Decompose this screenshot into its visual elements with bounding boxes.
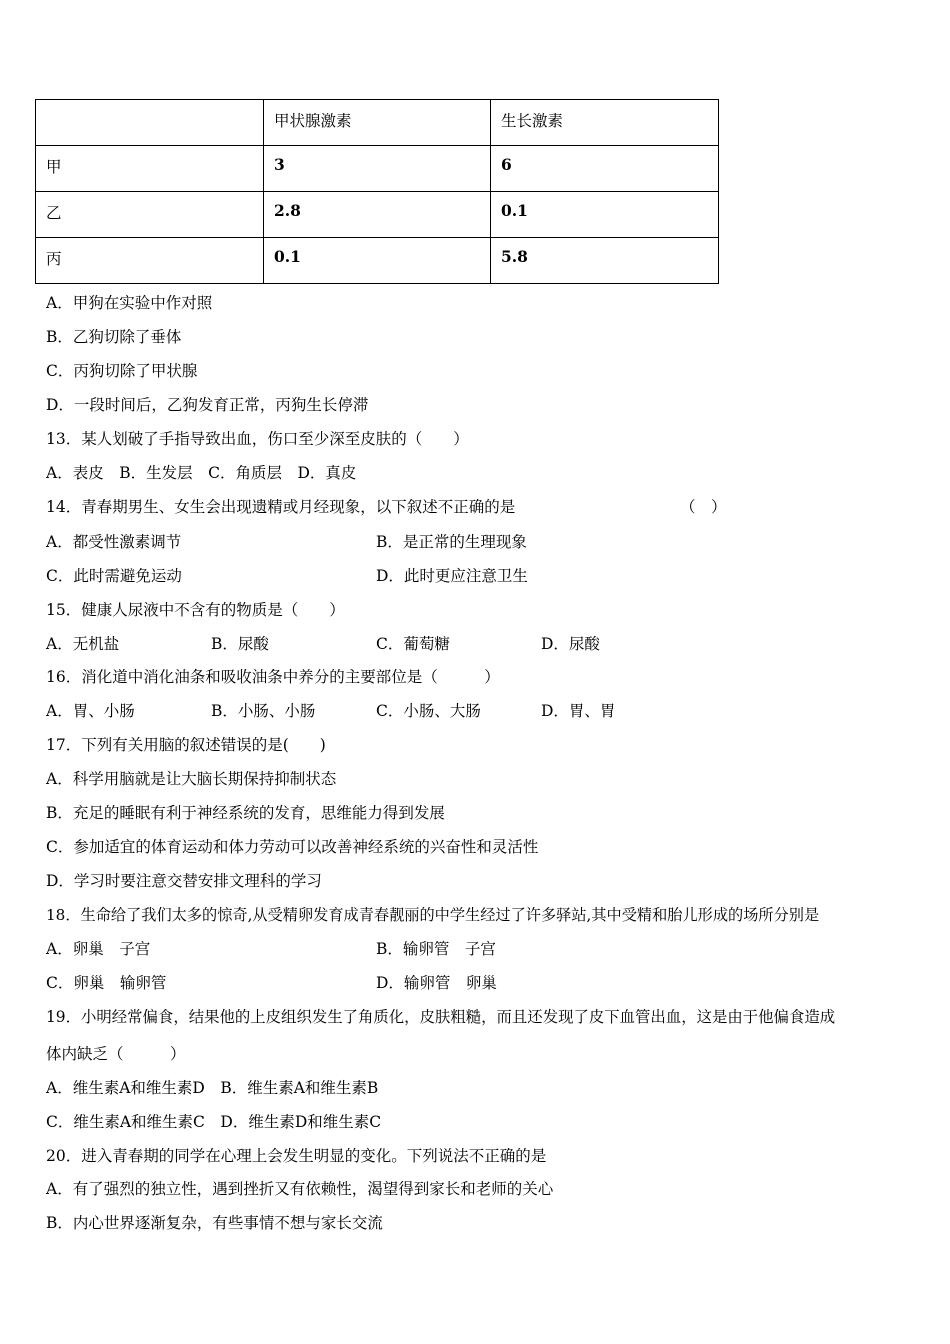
q17-option-a: A．科学用脑就是让大脑长期保持抑制状态 xyxy=(46,770,337,788)
q16-option-a: A．胃、小肠 xyxy=(46,702,135,720)
table-header-cell: 生长激素 xyxy=(491,100,719,146)
table-cell xyxy=(36,100,264,146)
table-row xyxy=(36,192,719,238)
q15-stem: 15．健康人尿液中不含有的物质是（ ） xyxy=(46,601,345,619)
q12-option-b: B．乙狗切除了垂体 xyxy=(46,328,182,346)
q16-stem: 16．消化道中消化油条和吸收油条中养分的主要部位是（ ） xyxy=(46,668,500,686)
q20-stem: 20．进入青春期的同学在心理上会发生明显的变化。下列说法不正确的是 xyxy=(46,1147,547,1165)
q17-stem: 17．下列有关用脑的叙述错误的是( ) xyxy=(46,736,326,754)
q19-options-ab: A．维生素A和维生素D B．维生素A和维生素B xyxy=(46,1079,379,1097)
q13-options: A．表皮 B．生发层 C．角质层 D．真皮 xyxy=(46,464,357,482)
table-cell: 6 xyxy=(491,146,719,192)
q16-option-d: D．胃、胃 xyxy=(541,702,616,720)
q15-option-d: D．尿酸 xyxy=(541,635,600,653)
q12-option-a: A．甲狗在实验中作对照 xyxy=(46,294,213,312)
table-cell: 5.8 xyxy=(491,238,719,284)
q18-option-c: C．卵巢 输卵管 xyxy=(46,974,167,992)
q18-stem: 18．生命给了我们太多的惊奇,从受精卵发育成青春靓丽的中学生经过了许多驿站,其中受精和胎儿形成的场所分别是 xyxy=(46,906,820,924)
q18-option-b: B．输卵管 子宫 xyxy=(376,940,496,958)
table-cell: 乙 xyxy=(36,192,264,238)
q19-stem-line2: 体内缺乏（ ） xyxy=(46,1045,186,1063)
q15-option-a: A．无机盐 xyxy=(46,635,120,653)
table-cell: 2.8 xyxy=(264,192,491,238)
table-cell: 甲 xyxy=(36,146,264,192)
table-cell: 0.1 xyxy=(491,192,719,238)
q12-option-c: C．丙狗切除了甲状腺 xyxy=(46,362,198,380)
table-cell: 0.1 xyxy=(264,238,491,284)
q13-stem: 13．某人划破了手指导致出血，伤口至少深至皮肤的（ ） xyxy=(46,430,469,448)
q18-option-a: A．卵巢 子宫 xyxy=(46,940,151,958)
table-header-row xyxy=(36,100,719,146)
q18-option-d: D．输卵管 卵巢 xyxy=(376,974,497,992)
q12-option-d: D．一段时间后，乙狗发育正常，丙狗生长停滞 xyxy=(46,396,369,414)
table-row xyxy=(36,238,719,284)
table-cell: 丙 xyxy=(36,238,264,284)
hormone-table xyxy=(35,99,719,284)
q16-option-c: C．小肠、大肠 xyxy=(376,702,481,720)
q17-option-c: C．参加适宜的体育运动和体力劳动可以改善神经系统的兴奋性和灵活性 xyxy=(46,838,539,856)
q14-answer-paren: （ ） xyxy=(680,498,727,516)
q16-option-b: B．小肠、小肠 xyxy=(211,702,316,720)
q14-option-a: A．都受性激素调节 xyxy=(46,533,182,551)
q14-stem: 14．青春期男生、女生会出现遗精或月经现象，以下叙述不正确的是 xyxy=(46,498,516,516)
table-header-cell: 甲状腺激素 xyxy=(264,100,491,146)
q15-option-c: C．葡萄糖 xyxy=(376,635,450,653)
q14-option-d: D．此时更应注意卫生 xyxy=(376,567,528,585)
q20-option-a: A．有了强烈的独立性，遇到挫折又有依赖性，渴望得到家长和老师的关心 xyxy=(46,1180,554,1198)
q19-stem-line1: 19．小明经常偏食，结果他的上皮组织发生了角质化，皮肤粗糙，而且还发现了皮下血管出血，这是由于他偏食造成 xyxy=(46,1008,836,1026)
table-cell: 3 xyxy=(264,146,491,192)
q17-option-b: B．充足的睡眠有利于神经系统的发育，思维能力得到发展 xyxy=(46,804,445,822)
q19-options-cd: C．维生素A和维生素C D．维生素D和维生素C xyxy=(46,1113,382,1131)
q17-option-d: D．学习时要注意交替安排文理科的学习 xyxy=(46,872,322,890)
q15-option-b: B．尿酸 xyxy=(211,635,269,653)
q20-option-b: B．内心世界逐渐复杂，有些事情不想与家长交流 xyxy=(46,1214,383,1232)
q14-option-b: B．是正常的生理现象 xyxy=(376,533,527,551)
table-row xyxy=(36,146,719,192)
q14-option-c: C．此时需避免运动 xyxy=(46,567,182,585)
